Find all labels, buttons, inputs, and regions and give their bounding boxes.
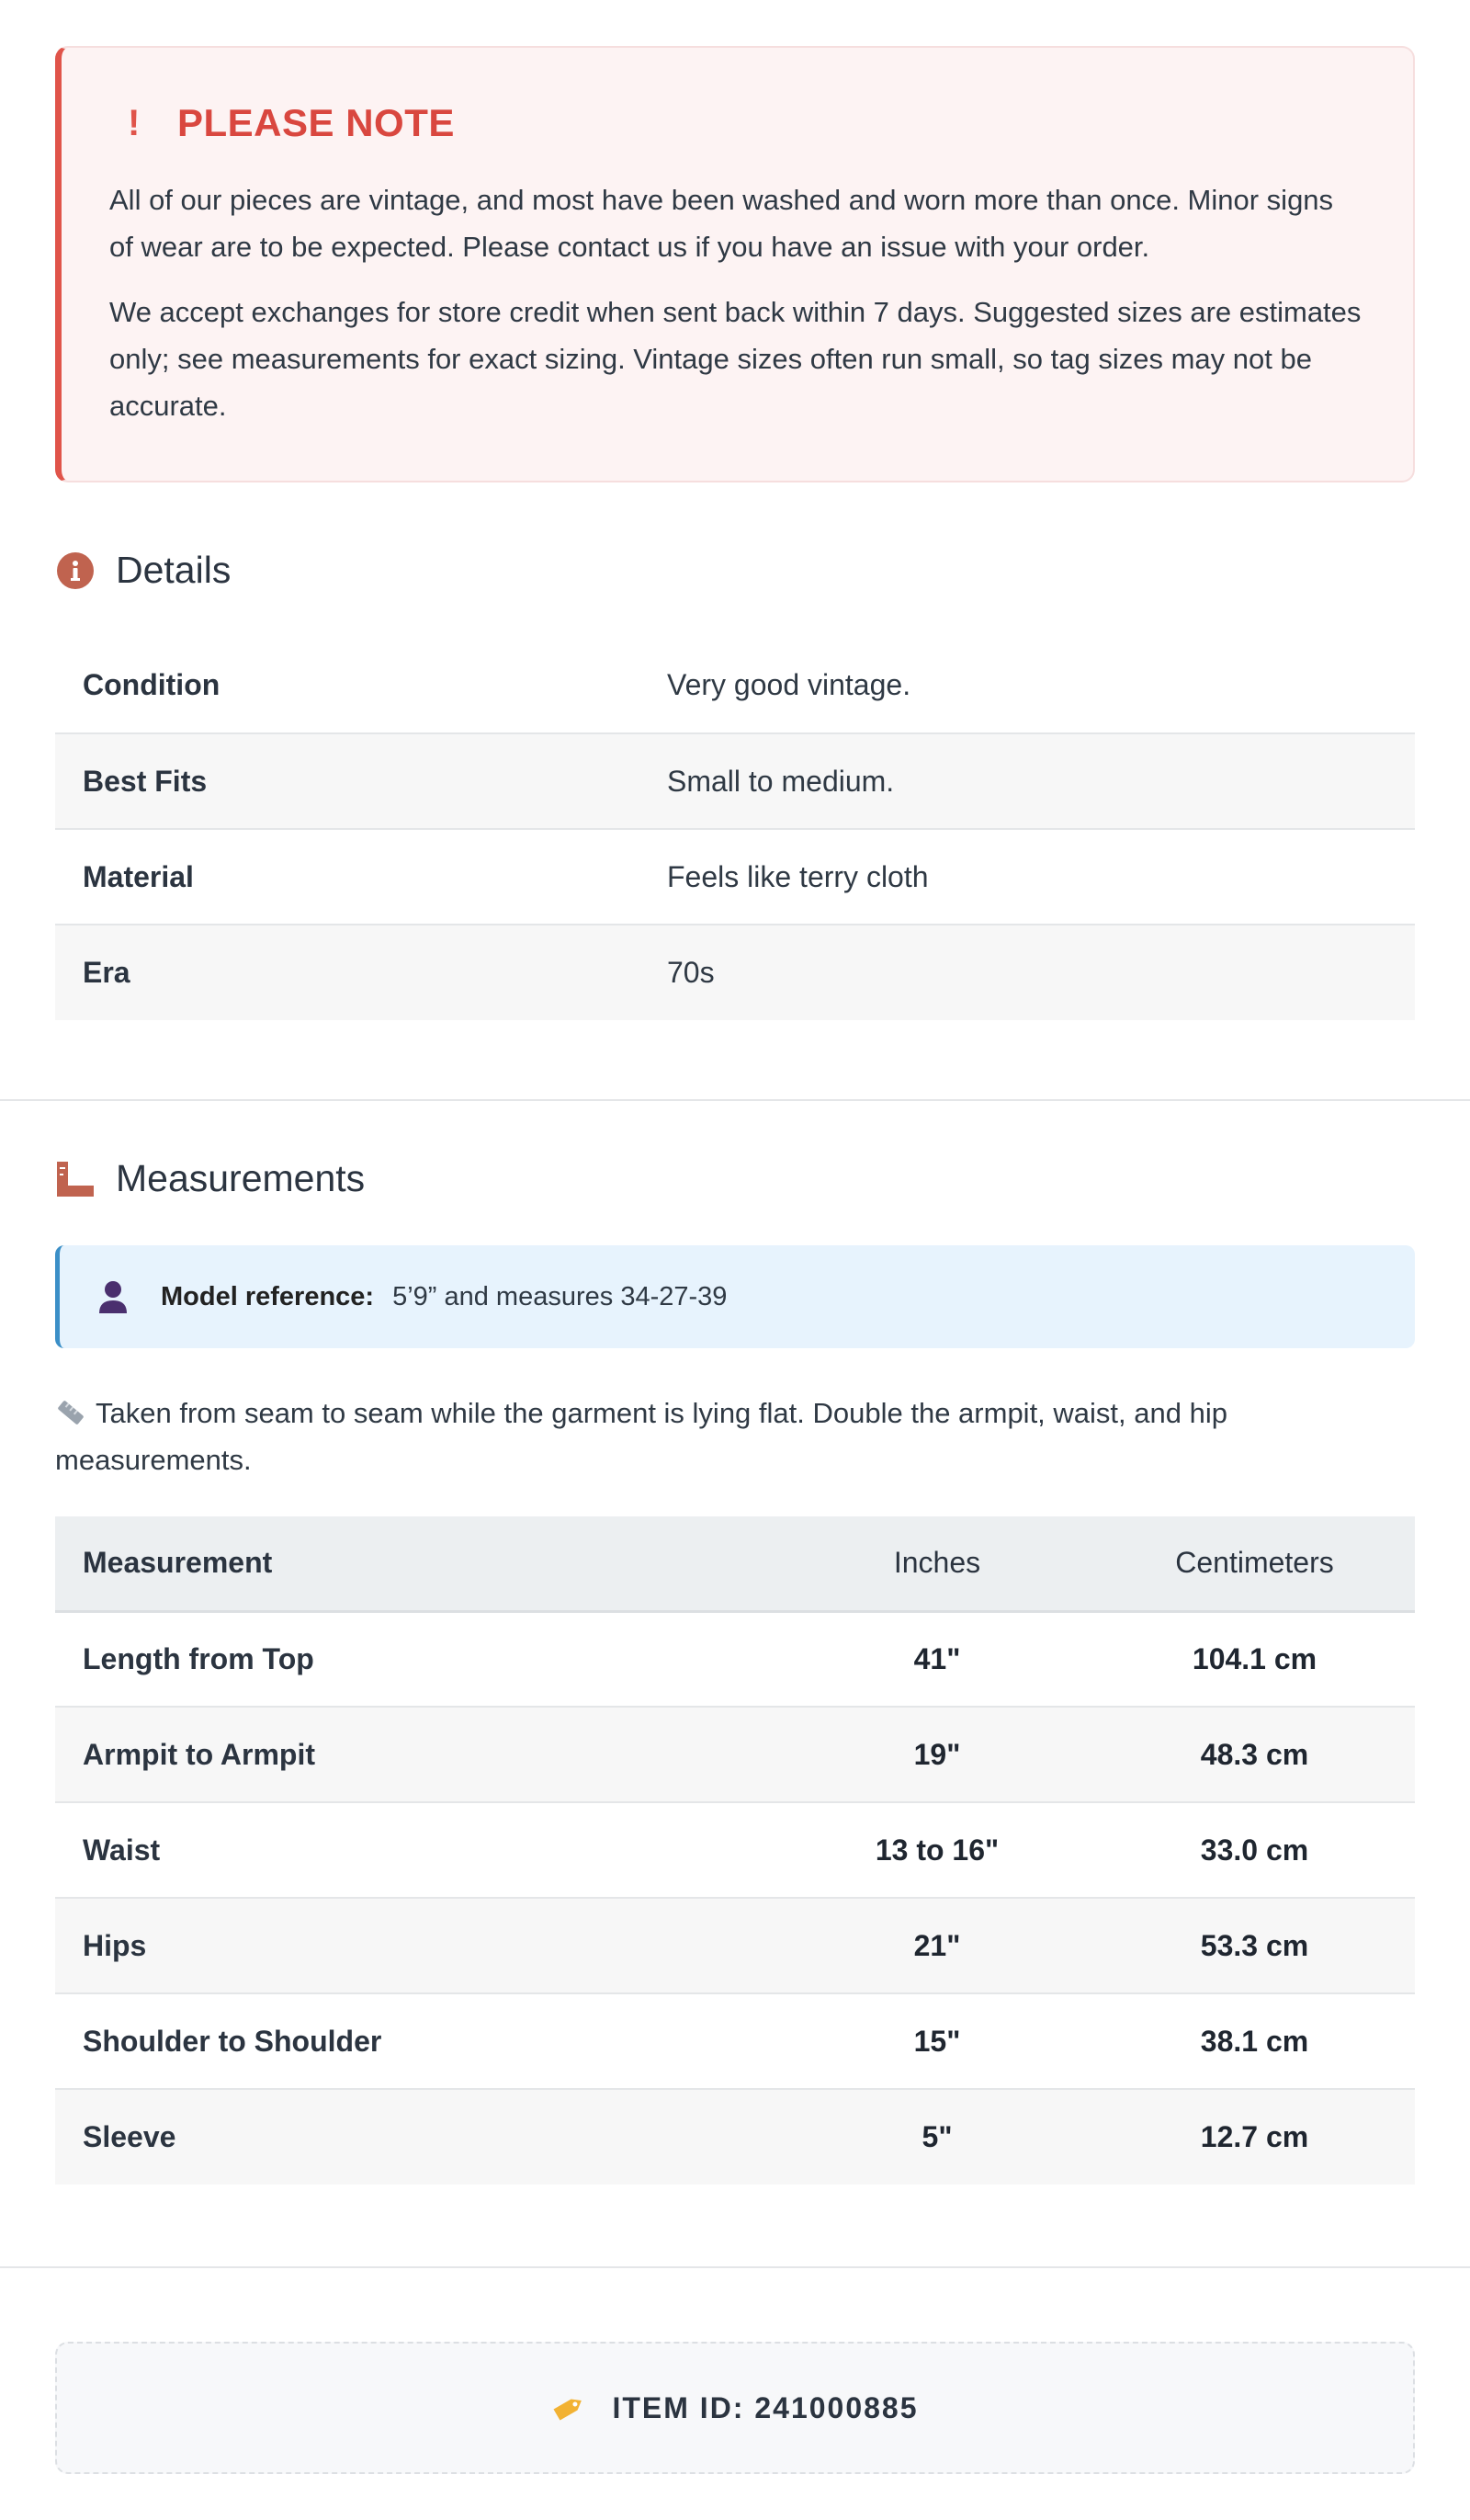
details-heading: [55, 549, 231, 592]
measurement-note: [55, 1390, 1341, 1483]
table-row: [55, 1802, 1415, 1898]
table-row: [55, 1898, 1415, 1993]
measurement-cm: 12.7 cm: [1200, 2120, 1309, 2153]
measurement-name: Length from Top: [83, 1641, 314, 1675]
measurement-inches: 21": [913, 1928, 961, 1962]
measurement-inches: 19": [913, 1737, 961, 1771]
detail-label: Material: [83, 859, 194, 893]
model-label: Model reference:: [161, 1281, 375, 1311]
table-row: [55, 1707, 1415, 1802]
measurement-name: Sleeve: [83, 2120, 176, 2153]
column-header: Inches: [893, 1546, 981, 1580]
exclamation-icon: !: [128, 103, 141, 143]
table-header-row: [55, 1516, 1415, 1611]
notice-box: [55, 46, 1415, 482]
measurements-heading: [55, 1157, 365, 1200]
measurement-cm: 33.0 cm: [1200, 1833, 1309, 1867]
detail-value: 70s: [667, 956, 715, 989]
section-title: Measurements: [116, 1157, 366, 1199]
measurement-inches: 13 to 16": [875, 1833, 1000, 1867]
model-value: 5’9” and measures 34-27-39: [392, 1281, 728, 1311]
details-table: [55, 638, 1415, 1020]
person-icon: [96, 1278, 130, 1315]
detail-value: Very good vintage.: [667, 668, 911, 701]
measurement-name: Armpit to Armpit: [83, 1737, 316, 1771]
detail-label: Best Fits: [83, 764, 208, 798]
table-row: [55, 2089, 1415, 2185]
measurement-inches: 41": [913, 1641, 961, 1675]
measurement-inches: 5": [922, 2120, 953, 2153]
measurements-table: [55, 1516, 1415, 2185]
column-header: Centimeters: [1175, 1546, 1334, 1580]
measurement-cm: 53.3 cm: [1200, 1928, 1309, 1962]
table-row: [55, 1611, 1415, 1707]
detail-label: Era: [83, 956, 130, 989]
section-divider: [0, 2266, 1470, 2268]
notice-paragraph: All of our pieces are vintage, and most have been washed and worn more than once. Minor signs of wear are to be expected. Please contact us if you have an issue with your order.: [109, 184, 1334, 263]
measurement-cm: 48.3 cm: [1200, 1737, 1309, 1771]
detail-label: Condition: [83, 668, 220, 701]
model-reference-box: [55, 1245, 1415, 1348]
ruler-pencil-icon: [55, 1395, 86, 1426]
table-row: [55, 829, 1415, 925]
measurement-name: Hips: [83, 1928, 147, 1962]
notice-paragraph: We accept exchanges for store credit when sent back within 7 days. Suggested sizes are estimates only; see measurements for exact sizing. Vintage sizes often run small, so tag sizes may not be accurate.: [109, 296, 1362, 422]
measurement-name: Shoulder to Shoulder: [83, 2024, 382, 2058]
section-title: Details: [116, 549, 232, 591]
table-row: [55, 925, 1415, 1020]
measurement-name: Waist: [83, 1833, 161, 1867]
item-id: ITEM ID: 241000885: [612, 2390, 919, 2424]
detail-value: Feels like terry cloth: [667, 859, 929, 893]
section-divider: [0, 1099, 1470, 1101]
item-id-box: [55, 2342, 1415, 2474]
notice-title: PLEASE NOTE: [177, 101, 455, 144]
measurement-note-text: Taken from seam to seam while the garment is lying flat. Double the armpit, waist, and hip measurements.: [55, 1397, 1227, 1476]
detail-value: Small to medium.: [667, 764, 895, 798]
notice-header: [109, 101, 1363, 145]
measurement-cm: 38.1 cm: [1200, 2024, 1309, 2058]
table-row: [55, 733, 1415, 829]
column-header: Measurement: [83, 1546, 273, 1580]
measurement-inches: 15": [913, 2024, 961, 2058]
table-row: [55, 1993, 1415, 2089]
tag-icon: [551, 2390, 586, 2425]
ruler-icon: [55, 1159, 96, 1199]
table-row: [55, 638, 1415, 733]
info-icon: [55, 551, 96, 591]
measurement-cm: 104.1 cm: [1192, 1641, 1317, 1675]
